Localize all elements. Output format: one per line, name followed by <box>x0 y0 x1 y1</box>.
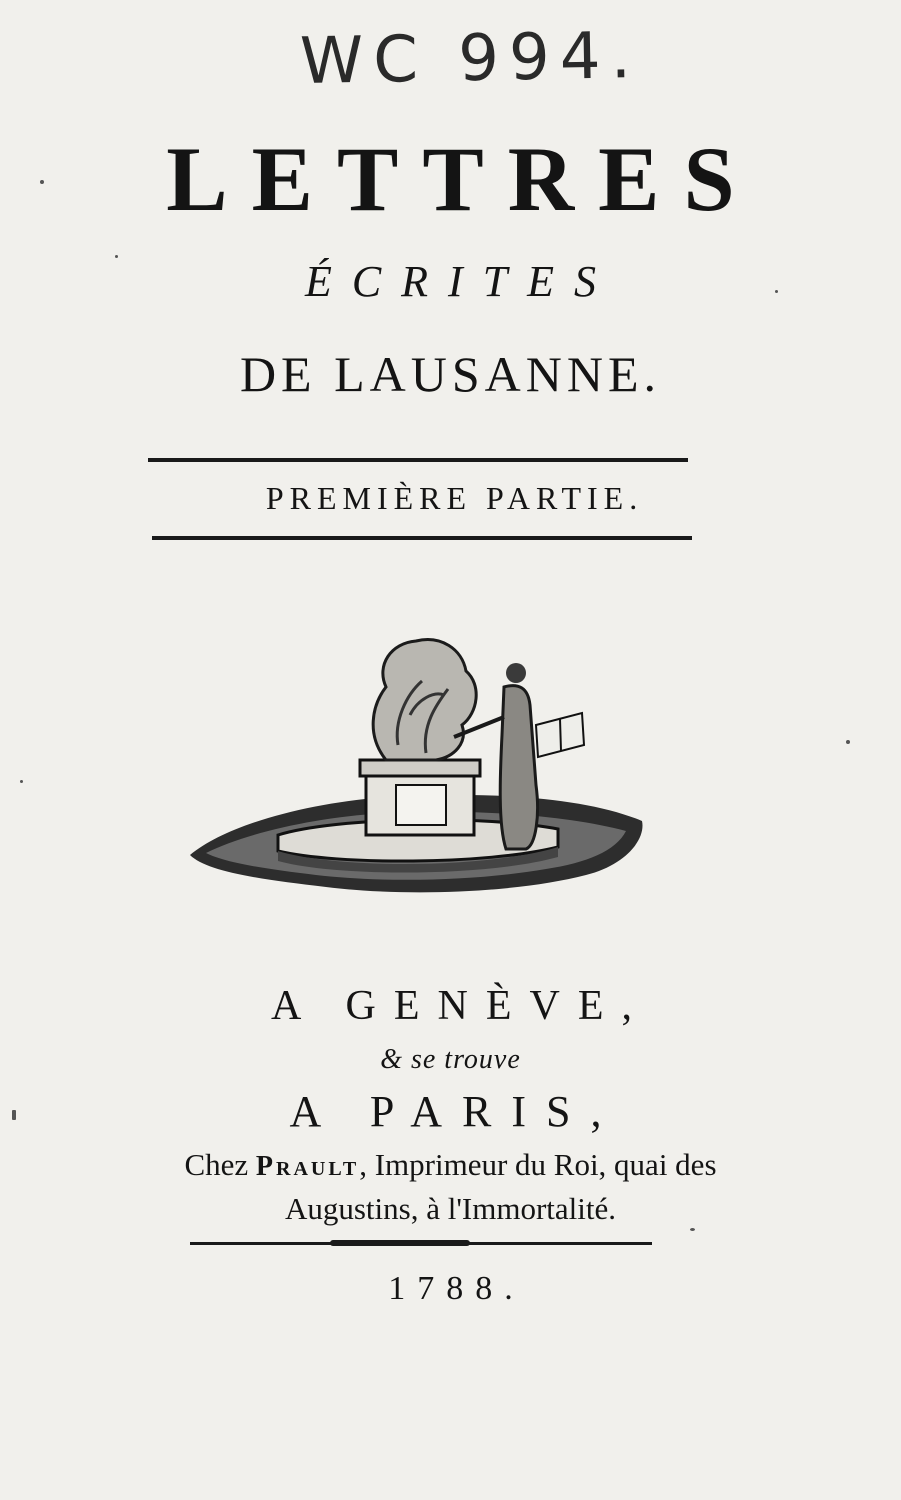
paper-speck <box>846 740 850 744</box>
imprint-line1-post: , Imprimeur du Roi, quai des <box>359 1147 717 1182</box>
book-title: LETTRES <box>166 128 759 230</box>
paper-speck <box>20 780 23 783</box>
book-spine <box>560 719 561 751</box>
imprint-connector: & se trouve <box>380 1044 521 1075</box>
year-rule-swell <box>330 1240 470 1246</box>
figure-robe <box>500 686 537 849</box>
printer-name: Prault <box>255 1151 360 1182</box>
publication-year: 1788. <box>388 1270 525 1307</box>
figure-head <box>506 663 526 683</box>
altar-panel <box>396 785 446 825</box>
imprint-line1-pre: Chez <box>184 1147 249 1182</box>
title-subline-1: ÉCRITES <box>304 257 617 306</box>
title-subline-2: DE LAUSANNE. <box>239 346 662 402</box>
printer-imprint <box>0 1144 901 1230</box>
altar-top <box>360 760 480 776</box>
top-rule <box>148 458 688 462</box>
handwritten-shelfmark: WC 994. <box>299 19 642 99</box>
bottom-rule <box>152 536 692 540</box>
place-geneve: A GENÈVE, <box>271 983 650 1029</box>
engraved-vignette <box>186 625 650 905</box>
part-heading: PREMIÈRE PARTIE. <box>265 480 644 516</box>
imprint-line-2: Augustins, à l'Immortalité. <box>284 1191 617 1226</box>
place-paris: A PARIS, <box>289 1087 622 1136</box>
imprint-line-1 <box>0 1144 901 1188</box>
